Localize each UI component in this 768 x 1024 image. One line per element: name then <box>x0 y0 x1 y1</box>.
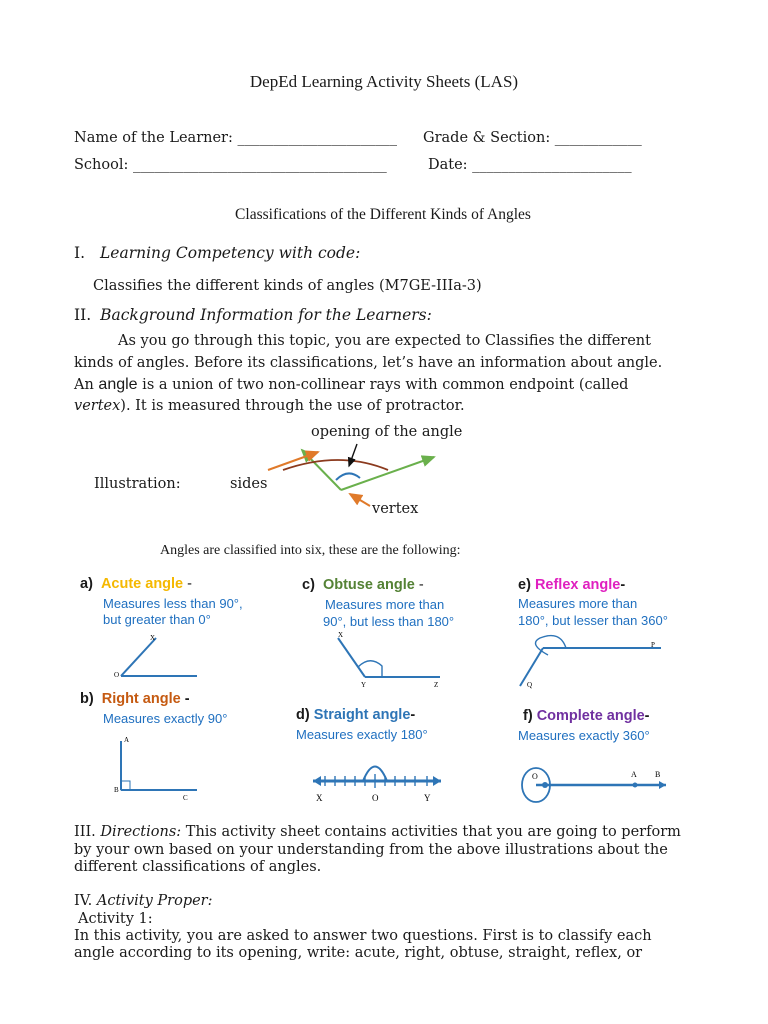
opening-label: opening of the angle <box>311 424 463 440</box>
acute-angle-name: Acute angle <box>100 576 184 592</box>
reflex-angle-name: Reflex angle <box>534 577 621 593</box>
heading-dash: - <box>414 577 424 593</box>
point-label: B <box>114 786 119 794</box>
date-field[interactable]: Date: ______________________ <box>428 157 632 173</box>
reflex-desc-1: Measures more than <box>518 596 638 611</box>
right-angle-heading <box>80 691 190 707</box>
point-label: Q <box>527 681 533 689</box>
straight-desc-1: Measures exactly 180° <box>296 727 428 742</box>
point-label: C <box>183 794 188 802</box>
item-letter: c) <box>302 577 315 593</box>
background-line-4-end: ). It is measured through the use of protractor. <box>120 398 465 414</box>
item-letter: e) <box>518 577 531 593</box>
point-label: Z <box>434 681 439 689</box>
directions-line-3: different classifications of angles. <box>74 859 322 875</box>
heading-dash: - <box>410 707 416 723</box>
section-1-title: Learning Competency with code: <box>100 244 361 262</box>
section-4-numeral: IV. <box>74 893 93 909</box>
classified-intro: Angles are classified into six, these are the following: <box>160 543 461 558</box>
right-angle-figure <box>114 736 197 802</box>
background-line-3-end: is a union of two non-collinear rays with common endpoint (called <box>137 377 629 393</box>
heading-dash: - <box>644 708 650 724</box>
complete-angle-heading <box>523 708 650 724</box>
heading-dash: - <box>180 691 190 707</box>
obtuse-angle-heading <box>302 577 424 593</box>
section-1-numeral: I. <box>74 244 86 262</box>
acute-angle-heading <box>80 576 192 592</box>
activity-line-2: angle according to its opening, write: acute, right, obtuse, straight, reflex, or <box>74 945 643 961</box>
background-line-3-start: An <box>74 377 99 393</box>
reflex-desc-2: 180°, but lesser than 360° <box>518 613 668 628</box>
illustration-label: Illustration: <box>94 476 181 492</box>
obtuse-desc-1: Measures more than <box>325 597 445 612</box>
angle-term: angle <box>98 376 138 393</box>
item-letter: a) <box>80 576 93 592</box>
complete-desc-1: Measures exactly 360° <box>518 728 650 743</box>
right-desc-1: Measures exactly 90° <box>103 711 228 726</box>
straight-angle-figure <box>313 767 441 804</box>
vertex-term: vertex <box>74 398 121 414</box>
item-letter: b) <box>80 691 94 707</box>
page-title: DepEd Learning Activity Sheets (LAS) <box>249 72 519 91</box>
section-2-title: Background Information for the Learners: <box>100 306 432 324</box>
straight-angle-heading <box>296 707 415 723</box>
heading-dash: - <box>183 576 192 592</box>
heading-dash: - <box>620 577 626 593</box>
angle-marker-arc <box>336 473 360 480</box>
point-label: X <box>150 634 156 642</box>
point-label: X <box>338 631 344 639</box>
topic-title: Classifications of the Different Kinds of Angles <box>235 206 531 223</box>
item-letter: f) <box>523 708 533 724</box>
section-2-numeral: II. <box>74 306 92 324</box>
obtuse-angle-name: Obtuse angle <box>322 577 415 593</box>
vertex-arrow <box>350 494 370 506</box>
obtuse-angle-figure <box>338 631 440 689</box>
angle-illustration <box>268 444 434 506</box>
right-angle-name: Right angle <box>101 691 181 707</box>
activity-label: Activity 1: <box>78 911 153 927</box>
item-letter: d) <box>296 707 310 723</box>
point-label: B <box>655 770 661 779</box>
competency-text: Classifies the different kinds of angles (M7GE-IIIa-3) <box>93 278 482 294</box>
straight-angle-name: Straight angle <box>313 707 411 723</box>
directions-line-1 <box>74 824 681 840</box>
vertex-label: vertex <box>372 501 419 517</box>
reflex-angle-heading <box>518 577 625 593</box>
grade-section-field[interactable]: Grade & Section: ____________ <box>423 130 642 146</box>
reflex-angle-figure <box>520 636 661 689</box>
point-label: O <box>114 671 120 679</box>
opening-arc <box>283 460 388 470</box>
point-label: A <box>124 736 130 744</box>
point-label: O <box>372 793 379 803</box>
complete-angle-name: Complete angle <box>536 708 645 724</box>
background-line-1: As you go through this topic, you are expected to Classifies the different <box>118 333 651 349</box>
sides-label: sides <box>230 476 268 492</box>
section-4-title: Activity Proper: <box>96 893 213 909</box>
obtuse-desc-2: 90°, but less than 180° <box>323 614 455 629</box>
point-label: A <box>631 770 637 779</box>
directions-text: This activity sheet contains activities that you are going to perform <box>181 824 681 840</box>
point-label: Y <box>424 793 431 803</box>
section-3-numeral: III. <box>74 824 96 840</box>
school-field[interactable]: School: ___________________________________ <box>74 157 387 173</box>
acute-desc-2: but greater than 0° <box>103 612 211 627</box>
acute-angle-figure <box>114 634 197 679</box>
point-label: O <box>532 772 538 781</box>
acute-desc-1: Measures less than 90°, <box>103 596 243 611</box>
activity-line-1: In this activity, you are asked to answer two questions. First is to classify each <box>74 928 652 944</box>
complete-angle-figure <box>522 768 666 802</box>
directions-line-2: by your own based on your understanding from the above illustrations about the <box>74 842 668 858</box>
opening-arrow <box>349 444 357 466</box>
point-label: X <box>316 793 323 803</box>
point-label: Y <box>361 681 367 689</box>
point-label: P <box>651 641 655 649</box>
learner-name-field[interactable]: Name of the Learner: ______________________ <box>74 130 397 146</box>
background-line-2: kinds of angles. Before its classifications, let’s have an information about angle. <box>74 355 663 371</box>
section-3-title: Directions: <box>100 824 182 840</box>
section-4-heading <box>74 893 213 909</box>
